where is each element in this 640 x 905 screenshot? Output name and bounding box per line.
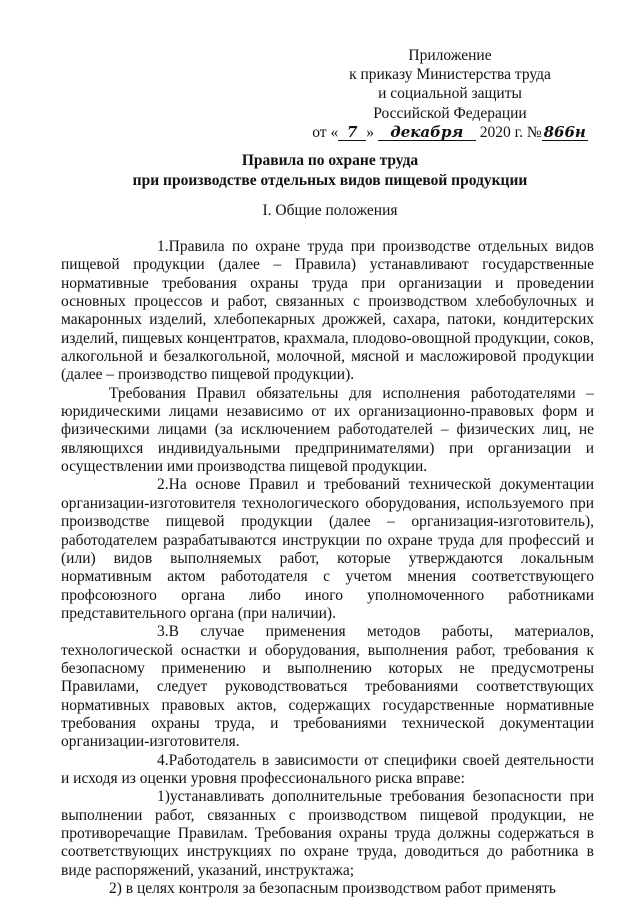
appendix-label: Приложение — [408, 47, 492, 64]
paragraph-3-text: В случае применения методов работы, материалов, технологической оснастки и оборудования, выполнения работ, требования к безопасному применению и выполнению которых не предусмотрены Правилами, следует руководствоваться требованиями соответствующих нормативных правовых актов, содержащих государственные нормативные требования охраны труда, и требованиями технической документации организации-изготовителя. — [61, 623, 594, 751]
subitem-1 — [61, 788, 594, 880]
title-line-2: при производстве отдельных видов пищевой продукции — [132, 171, 528, 189]
handwritten-order-number: 866н — [543, 122, 586, 141]
handwritten-month: декабря — [378, 125, 476, 141]
paragraph-1-number: 1. — [157, 238, 169, 255]
title-line-1: Правила по охране труда — [241, 152, 419, 169]
appendix-header — [300, 46, 600, 142]
paragraph-1b-text: Требования Правил обязательны для исполнения работодателями – юридическими лицами независимо от их организационно-правовых форм и физическими лицами (за исключением работодателей – физических лиц, не являющихся индивидуальными предпринимателями) при организации и осуществлении ими производства пищевой продукции. — [61, 384, 594, 476]
section-title: I. Общие положения — [262, 202, 398, 219]
year-text: 2020 г. № — [479, 123, 542, 141]
paragraph-2-text: На основе Правил и требований технической документации организации-изготовителя технологического оборудования, используемого при производстве пищевой продукции (далее – организация-изготовитель), работодателем разрабатываются инструкции по охране труда для профессий и (или) видов выполняемых работ, которые утверждаются локальным нормативным актом работодателя с учетом мнения соответствующего профсоюзного органа либо иного уполномоченного работниками представительного органа (при наличии). — [61, 476, 594, 622]
paragraph-3-number: 3. — [157, 623, 169, 641]
subitem-1-text: устанавливать дополнительные требования безопасности при выполнении работ, связанных с производством пищевой продукции, не противоречащие Правилам. Требования охраны труда должны содержаться в соответствующих инструкциях по охране труда, доводиться до работника в виде распоряжений, указаний, инструктажа; — [61, 788, 594, 879]
date-prefix: от « — [312, 123, 339, 141]
subitem-2-number: 2) — [109, 880, 122, 898]
appendix-country-line: Российской Федерации — [373, 104, 527, 122]
appendix-order-line: к приказу Министерства труда — [349, 66, 551, 84]
subitem-2 — [61, 880, 594, 898]
date-mid: » — [366, 123, 374, 141]
appendix-date-line — [300, 123, 600, 142]
document-body — [61, 238, 594, 898]
paragraph-4 — [61, 752, 594, 789]
paragraph-2 — [61, 476, 594, 623]
paragraph-4-text: Работодатель в зависимости от специфики своей деятельности и исходя из оценки уровня профессионального риска вправе: — [61, 751, 594, 787]
appendix-ministry-line: и социальной защиты — [378, 85, 522, 103]
paragraph-2-number: 2. — [157, 476, 169, 494]
paragraph-1b — [61, 385, 594, 477]
document-title — [60, 151, 600, 190]
paragraph-4-number: 4. — [157, 751, 169, 769]
subitem-2-text: в целях контроля за безопасным производством работ применять — [125, 880, 556, 898]
paragraph-3 — [61, 623, 594, 751]
paragraph-1 — [61, 238, 594, 385]
subitem-1-number: 1) — [157, 788, 170, 806]
handwritten-day: 7 — [338, 125, 366, 141]
paragraph-1-text: Правила по охране труда при производстве отдельных видов пищевой продукции (далее – Правила) устанавливают государственные нормативные требования охраны труда при организации и проведении основных процессов и работ, связанных с производством хлебобулочных и макаронных изделий, хлебопекарных дрожжей, сахара, патоки, кондитерских изделий, пищевых концентратов, крахмала, плодово-овощной продукции, соков, алкогольной и безалкогольной, молочной, мясной и масложировой продукции (далее – производство пищевой продукции). — [61, 238, 594, 384]
